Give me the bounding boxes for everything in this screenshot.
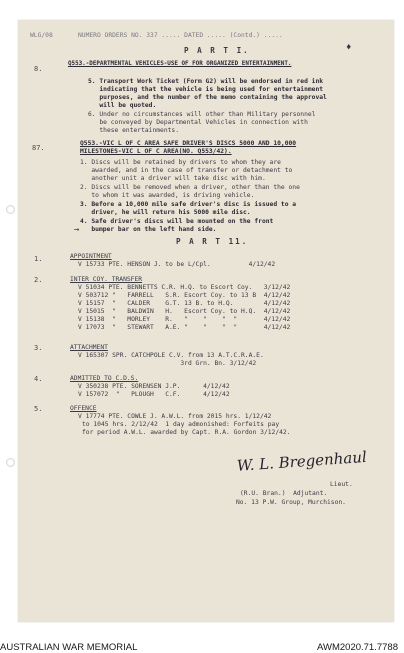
text-line: purposes, and the number of the memo containing the approval — [88, 94, 327, 101]
text-line: be conveyed by Departmental Vehicles in connection with — [88, 119, 308, 126]
text-line: indicating that the vehicle is being used for entertainment — [88, 86, 324, 93]
section-number: 5. — [34, 405, 43, 413]
section-heading: ATTACHMENT — [70, 344, 108, 351]
entry-line: to 1045 hrs. 2/12/42 1 day admonished: Forfeits pay — [82, 421, 280, 428]
entry-line: for period A.W.L. awarded by Capt. R.A. Gordon 3/12/42. — [82, 429, 291, 436]
entry-line: V 15138 " MORLEY R. " " " " 4/12/42 — [78, 316, 291, 323]
handwritten-signature: W. L. Bregenhaul — [236, 447, 368, 475]
text-line: driver, he will return his 5000 mile disc. — [80, 209, 251, 216]
text-line: to whom it was awarded, is driving vehicle. — [80, 192, 255, 199]
entry-line: V 15015 " BALDWIN H. Escort Coy. to H.Q. 4/12/42 — [78, 308, 291, 315]
signature-title: (R.U. Bran.) Adjutant. — [240, 490, 328, 497]
text-line: 4. Safe driver's discs will be mounted on the front — [80, 218, 274, 225]
ink-mark: ♦ — [346, 43, 352, 53]
text-line: 3. Before a 10,000 mile safe driver's disc is issued to a — [80, 201, 297, 208]
handwritten-arrow-icon: → — [74, 225, 80, 235]
archive-reference: AWM2020.71.7788 — [317, 642, 398, 653]
signature-unit: No. 13 P.W. Group, Murchison. — [236, 499, 346, 506]
punch-hole — [6, 458, 15, 467]
entry-line: V 165307 SPR. CATCHPOLE C.V. from 13 A.T.C.R.A.E. — [78, 352, 264, 359]
text-line: awarded, and in the case of transfer or detachment to — [80, 167, 293, 174]
section-heading: ADMITTED TO C.D.S. — [70, 375, 139, 382]
text-line: will be quoted. — [88, 102, 157, 109]
section-number: 2. — [34, 276, 43, 284]
item-heading-2: MILESTONES-VIC L OF C AREA(NO. Q553/42). — [80, 148, 232, 155]
part-2-title: P A R T 11. — [176, 237, 249, 246]
section-heading: OFFENCE — [70, 405, 97, 412]
section-heading: INTER COY. TRANSFER — [70, 276, 143, 283]
entry-line: V 15157 " CALDER G.T. 13 B. to H.Q. 4/12/42 — [78, 300, 291, 307]
text-line: 2. Discs will be removed when a driver, other than the one — [80, 184, 300, 191]
text-line: these entertainments. — [88, 127, 179, 134]
part-1-title: P A R T I. — [184, 46, 250, 55]
item-number: 8. — [34, 65, 43, 73]
punch-hole — [6, 205, 15, 214]
text-line: another unit a driver will take disc with him. — [80, 175, 266, 182]
document-header-title: NUMERO ORDERS NO. 337 ..... DATED ..... (Contd.) ..... — [78, 32, 283, 39]
archive-caption: AUSTRALIAN WAR MEMORIAL — [0, 642, 138, 653]
text-line: 6. Under no circumstances will other than Military personnel — [88, 111, 316, 118]
section-number: 1. — [34, 255, 43, 263]
item-number: 87. — [32, 144, 45, 152]
document-ref: WLG/08 — [30, 32, 53, 39]
text-line: 5. Transport Work Ticket (Form G2) will be endorsed in red ink — [88, 78, 324, 85]
entry-line: V 157072 " PLOUGH C.F. 4/12/42 — [78, 391, 230, 398]
entry-line: V 15733 PTE. HENSON J. to be L/Cpl. 4/12/42 — [78, 261, 276, 268]
entry-line: V 503712 " FARRELL S.R. Escort Coy. to 13 B 4/12/42 — [78, 292, 291, 299]
entry-line: 3rd Grn. Bn. 3/12/42 — [78, 360, 257, 367]
text-line: bumper bar on the left hand side. — [80, 226, 217, 233]
section-number: 3. — [34, 344, 43, 352]
entry-line: V 17774 PTE. COWLE J. A.W.L. from 2015 hrs. 1/12/42 — [78, 413, 272, 420]
section-heading: APPOINTMENT — [70, 253, 112, 260]
entry-line: V 17073 " STEWART A.E. " " " " 4/12/42 — [78, 324, 291, 331]
item-heading: Q553.-VIC L OF C AREA SAFE DRIVER'S DISCS 5000 AND 10,000 — [80, 140, 297, 147]
entry-line: V 51034 PTE. BENNETTS C.R. H.Q. to Escort Coy. 3/12/42 — [78, 284, 291, 291]
section-number: 4. — [34, 375, 43, 383]
entry-line: V 350238 PTE. SORENSEN J.P. 4/12/42 — [78, 383, 230, 390]
signature-rank: Lieut. — [330, 481, 353, 488]
item-heading: Q553.-DEPARTMENTAL VEHICLES-USE OF FOR ORGANIZED ENTERTAINMENT. — [68, 61, 292, 67]
text-line: 1. Discs will be retained by drivers to whom they are — [80, 159, 281, 166]
